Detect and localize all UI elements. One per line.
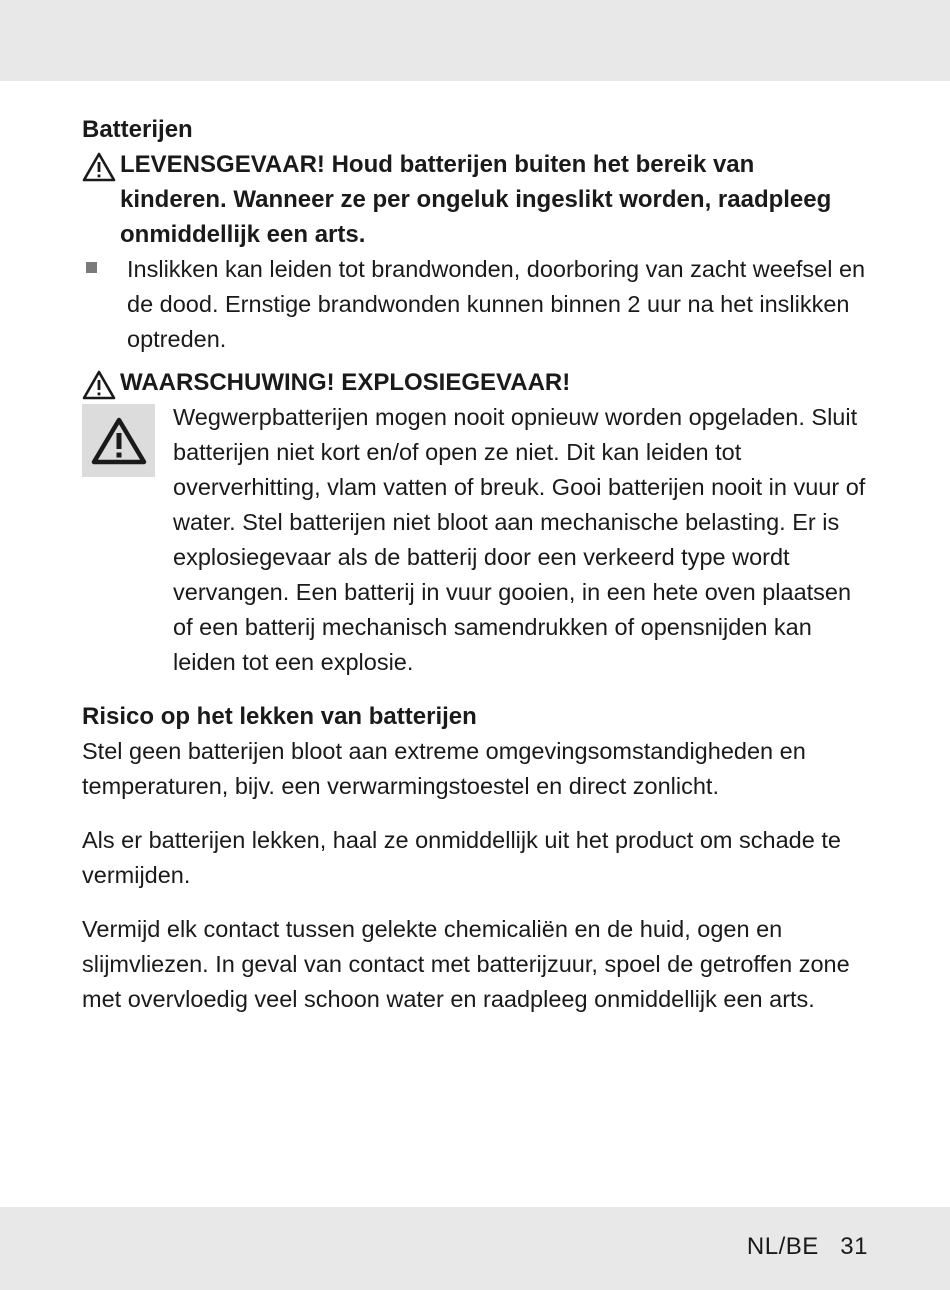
list-item bbox=[82, 252, 882, 357]
explosion-warning-text: Wegwerpbatterijen mogen nooit opnieuw worden opgeladen. Sluit batterijen niet kort en/of open ze niet. Dit kan leiden tot oververhitting, vlam vatten of breuk. Gooi batterijen nooit in vuur of water. Stel batterijen niet bloot aan mechanische belasting. Er is explosiegevaar als de batterij door een verkeerd type wordt vervangen. Een batterij in vuur gooien, in een hete oven plaatsen of een batterij mechanisch samendrukken of opensnijden kan leiden tot een explosie. bbox=[173, 404, 866, 675]
page-number: 31 bbox=[840, 1233, 868, 1260]
warning-triangle-icon bbox=[82, 147, 120, 182]
explosion-warning-title: WAARSCHUWING! EXPLOSIEGEVAAR! bbox=[120, 369, 571, 396]
explosion-warning-block bbox=[82, 400, 882, 680]
warning-pictogram-icon bbox=[82, 404, 155, 477]
leakage-paragraph-3: Vermijd elk contact tussen gelekte chemicaliën en de huid, ogen en slijmvliezen. In geval van contact met batterijzuur, spoel de getroffen zone met overvloedig veel schoon water en raadpleeg onmiddellijk een arts. bbox=[82, 916, 850, 1012]
warning-triangle-icon bbox=[82, 365, 120, 400]
footer-locale: NL/BE bbox=[746, 1233, 819, 1260]
page-content bbox=[82, 112, 882, 1017]
leakage-paragraph-1: Stel geen batterijen bloot aan extreme omgevingsomstandigheden en temperaturen, bijv. een verwarmingstoestel en direct zonlicht. bbox=[82, 738, 806, 799]
explosion-warning bbox=[82, 365, 882, 400]
header-band bbox=[0, 0, 950, 81]
life-danger-warning bbox=[82, 147, 882, 252]
section-heading-batteries: Batterijen bbox=[82, 116, 193, 143]
square-bullet-icon bbox=[82, 252, 127, 273]
leakage-paragraph-2: Als er batterijen lekken, haal ze onmiddellijk uit het product om schade te vermijden. bbox=[82, 827, 841, 888]
swallowing-risk-text: Inslikken kan leiden tot brandwonden, doorboring van zacht weefsel en de dood. Ernstige brandwonden kunnen binnen 2 uur na het inslikken optreden. bbox=[127, 256, 866, 352]
section-heading-leakage: Risico op het lekken van batterijen bbox=[82, 703, 477, 730]
life-danger-warning-text: LEVENSGEVAAR! Houd batterijen buiten het bereik van kinderen. Wanneer ze per ongeluk ingeslikt worden, raadpleeg onmiddellijk een arts. bbox=[120, 151, 832, 248]
page-footer bbox=[747, 1233, 868, 1261]
